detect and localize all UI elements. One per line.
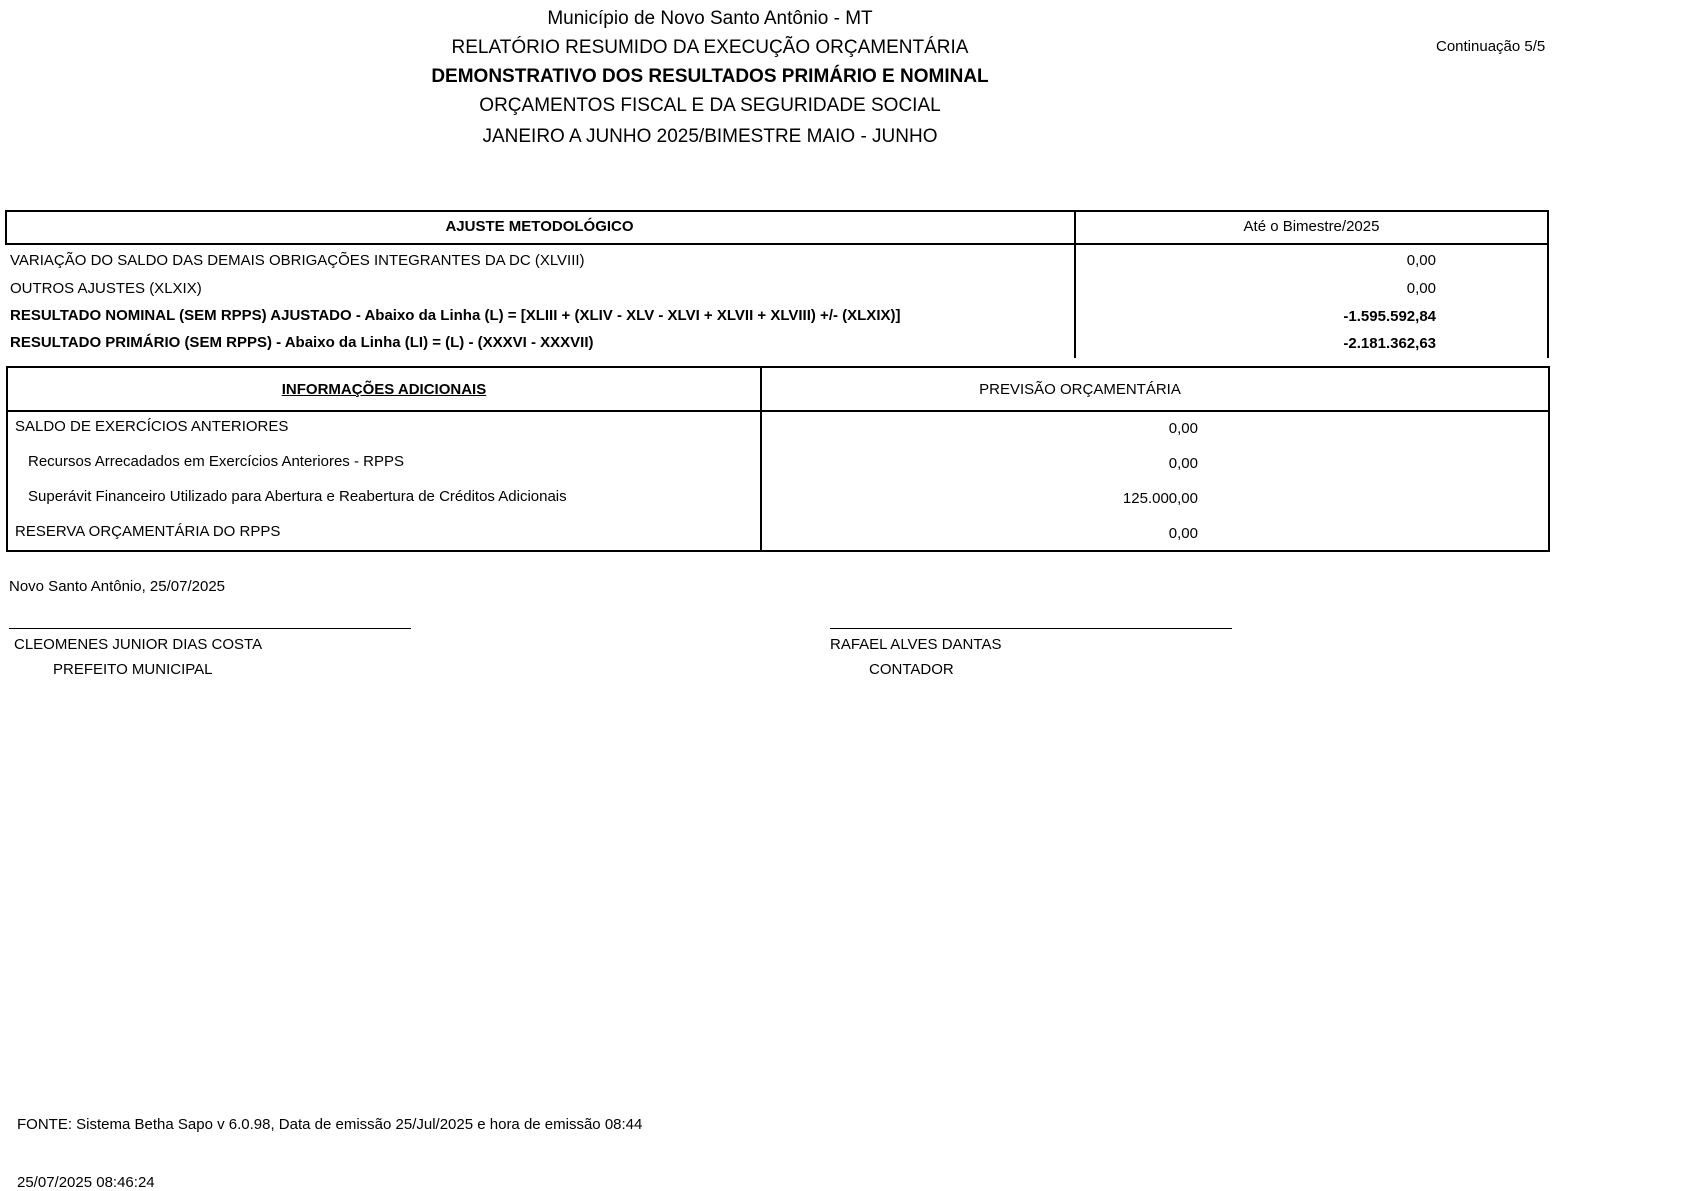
budgets-subtitle: ORÇAMENTOS FISCAL E DA SEGURIDADE SOCIAL <box>479 95 941 116</box>
resultado-nominal-label: RESULTADO NOMINAL (SEM RPPS) AJUSTADO - Abaixo da Linha (L) = [XLIII + (XLIV - XLV - XLVI + XLVII + XLVIII) +/- (XLXIX)] <box>10 307 901 324</box>
signer-name: RAFAEL ALVES DANTAS <box>830 636 1002 653</box>
previsao-header: PREVISÃO ORÇAMENTÁRIA <box>979 381 1181 398</box>
info-row-label: SALDO DE EXERCÍCIOS ANTERIORES <box>15 418 289 435</box>
signer-role: PREFEITO MUNICIPAL <box>53 661 213 678</box>
signer-name: CLEOMENES JUNIOR DIAS COSTA <box>14 636 263 653</box>
signature-line <box>9 628 411 629</box>
timestamp-footer: 25/07/2025 08:46:24 <box>17 1174 155 1191</box>
resultado-primario-label: RESULTADO PRIMÁRIO (SEM RPPS) - Abaixo da Linha (LI) = (L) - (XXXVI - XXXVII) <box>10 334 594 351</box>
ajuste-metodologico-table <box>5 210 1549 358</box>
table-border <box>1547 210 1549 358</box>
resultado-primario-value: -2.181.362,63 <box>1343 335 1436 352</box>
report-title: RELATÓRIO RESUMIDO DA EXECUÇÃO ORÇAMENTÁRIA <box>451 37 969 58</box>
info-row-value: 125.000,00 <box>1122 490 1198 507</box>
statement-title: DEMONSTRATIVO DOS RESULTADOS PRIMÁRIO E NOMINAL <box>431 66 989 87</box>
ajuste-row-label: OUTROS AJUSTES (XLXIX) <box>10 280 202 297</box>
resultado-nominal-value: -1.595.592,84 <box>1343 308 1436 325</box>
info-header: INFORMAÇÕES ADICIONAIS <box>281 381 487 398</box>
signature-line <box>830 628 1232 629</box>
info-row-label: RESERVA ORÇAMENTÁRIA DO RPPS <box>15 523 281 540</box>
ajuste-header: AJUSTE METODOLÓGICO <box>445 218 634 235</box>
info-row-label: Superávit Financeiro Utilizado para Abertura e Reabertura de Créditos Adicionais <box>28 488 567 505</box>
signer-role: CONTADOR <box>869 661 954 678</box>
period-subtitle: JANEIRO A JUNHO 2025/BIMESTRE MAIO - JUNHO <box>482 126 938 147</box>
info-row-value: 0,00 <box>1168 455 1198 472</box>
ajuste-row-label: VARIAÇÃO DO SALDO DAS DEMAIS OBRIGAÇÕES INTEGRANTES DA DC (XLVIII) <box>10 252 585 269</box>
ajuste-row-value: 0,00 <box>1406 280 1436 297</box>
info-row-value: 0,00 <box>1168 420 1198 437</box>
table-border <box>8 410 1548 412</box>
info-row-label: Recursos Arrecadados em Exercícios Anteriores - RPPS <box>28 453 404 470</box>
continuation-label: Continuação 5/5 <box>1436 38 1546 55</box>
table-border <box>5 210 1549 212</box>
place-date: Novo Santo Antônio, 25/07/2025 <box>9 578 226 595</box>
ajuste-row-value: 0,00 <box>1406 252 1436 269</box>
source-footer: FONTE: Sistema Betha Sapo v 6.0.98, Data de emissão 25/Jul/2025 e hora de emissão 08:44 <box>17 1116 643 1133</box>
municipality-title: Município de Novo Santo Antônio - MT <box>547 8 873 29</box>
table-border <box>5 243 1549 245</box>
informacoes-adicionais-table <box>6 366 1550 552</box>
info-row-value: 0,00 <box>1168 525 1198 542</box>
ajuste-period-header: Até o Bimestre/2025 <box>1243 218 1380 235</box>
